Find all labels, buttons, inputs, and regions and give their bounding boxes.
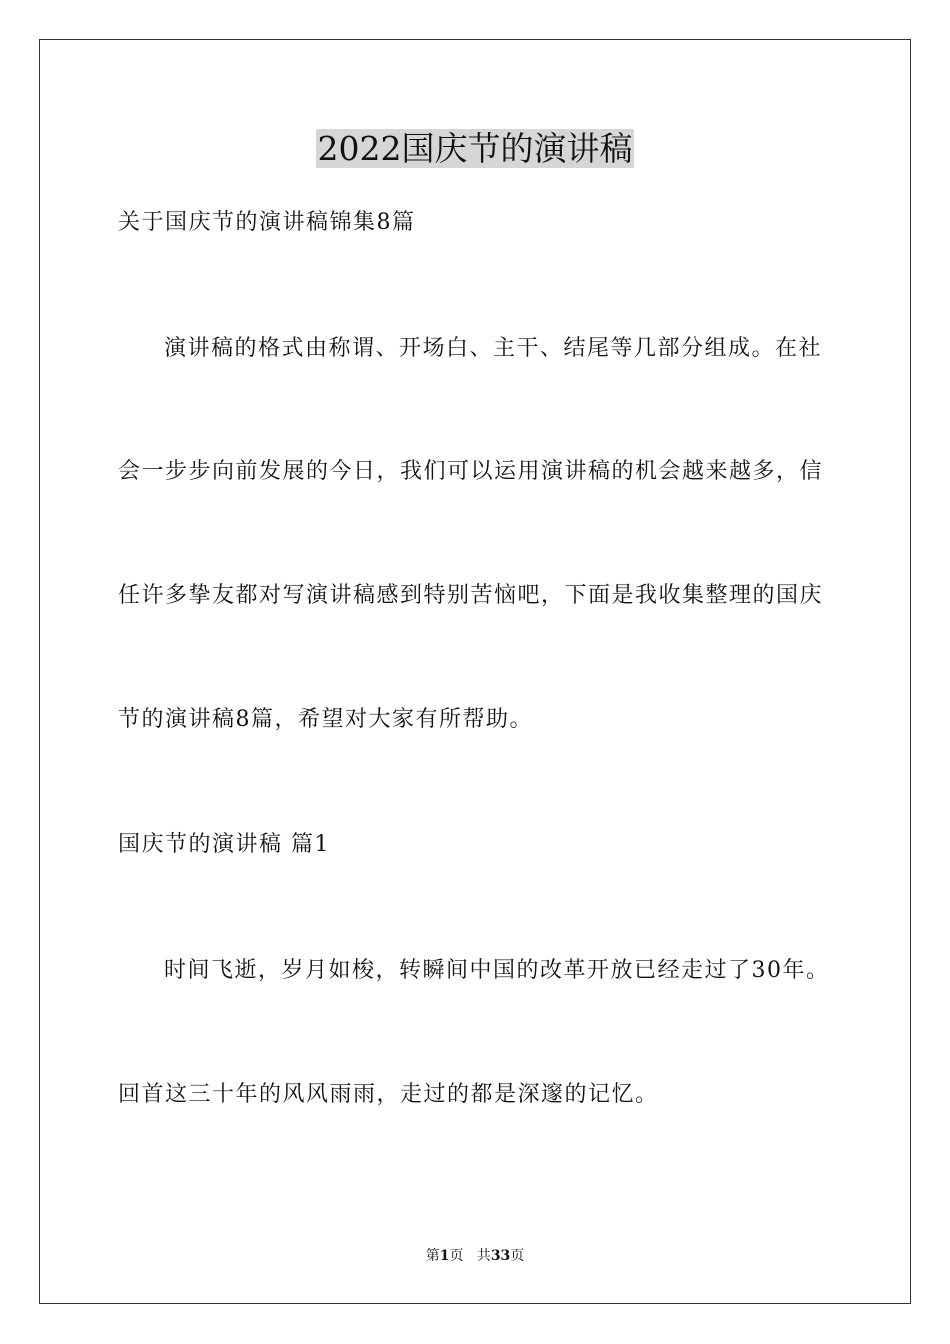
- footer-current-page: 1: [439, 1248, 450, 1264]
- footer-prefix: 第: [425, 1248, 440, 1264]
- footer-total-suffix: 页: [510, 1248, 525, 1264]
- intro-line-4: 节的演讲稿8篇，希望对大家有所帮助。: [118, 707, 533, 732]
- footer-total-pages: 33: [490, 1248, 511, 1264]
- intro-line-1: 演讲稿的格式由称谓、开场白、主干、结尾等几部分组成。在社: [164, 336, 823, 361]
- document-title: [0, 127, 950, 171]
- section-heading: 国庆节的演讲稿 篇1: [118, 832, 330, 857]
- intro-line-2: 会一步步向前发展的今日，我们可以运用演讲稿的机会越来越多，信: [118, 459, 824, 484]
- intro-line-3: 任许多挚友都对写演讲稿感到特别苦恼吧，下面是我收集整理的国庆: [118, 583, 824, 608]
- footer-total-prefix: 共: [476, 1248, 491, 1264]
- body-line-1: 时间飞逝，岁月如梭，转瞬间中国的改革开放已经走过了30年。: [164, 958, 830, 983]
- document-title-text: 2022国庆节的演讲稿: [317, 129, 633, 168]
- page-footer: [0, 1247, 950, 1265]
- document-subtitle: 关于国庆节的演讲稿锦集8篇: [118, 210, 416, 235]
- footer-page-suffix: 页: [449, 1248, 464, 1264]
- body-line-2: 回首这三十年的风风雨雨，走过的都是深邃的记忆。: [118, 1082, 659, 1107]
